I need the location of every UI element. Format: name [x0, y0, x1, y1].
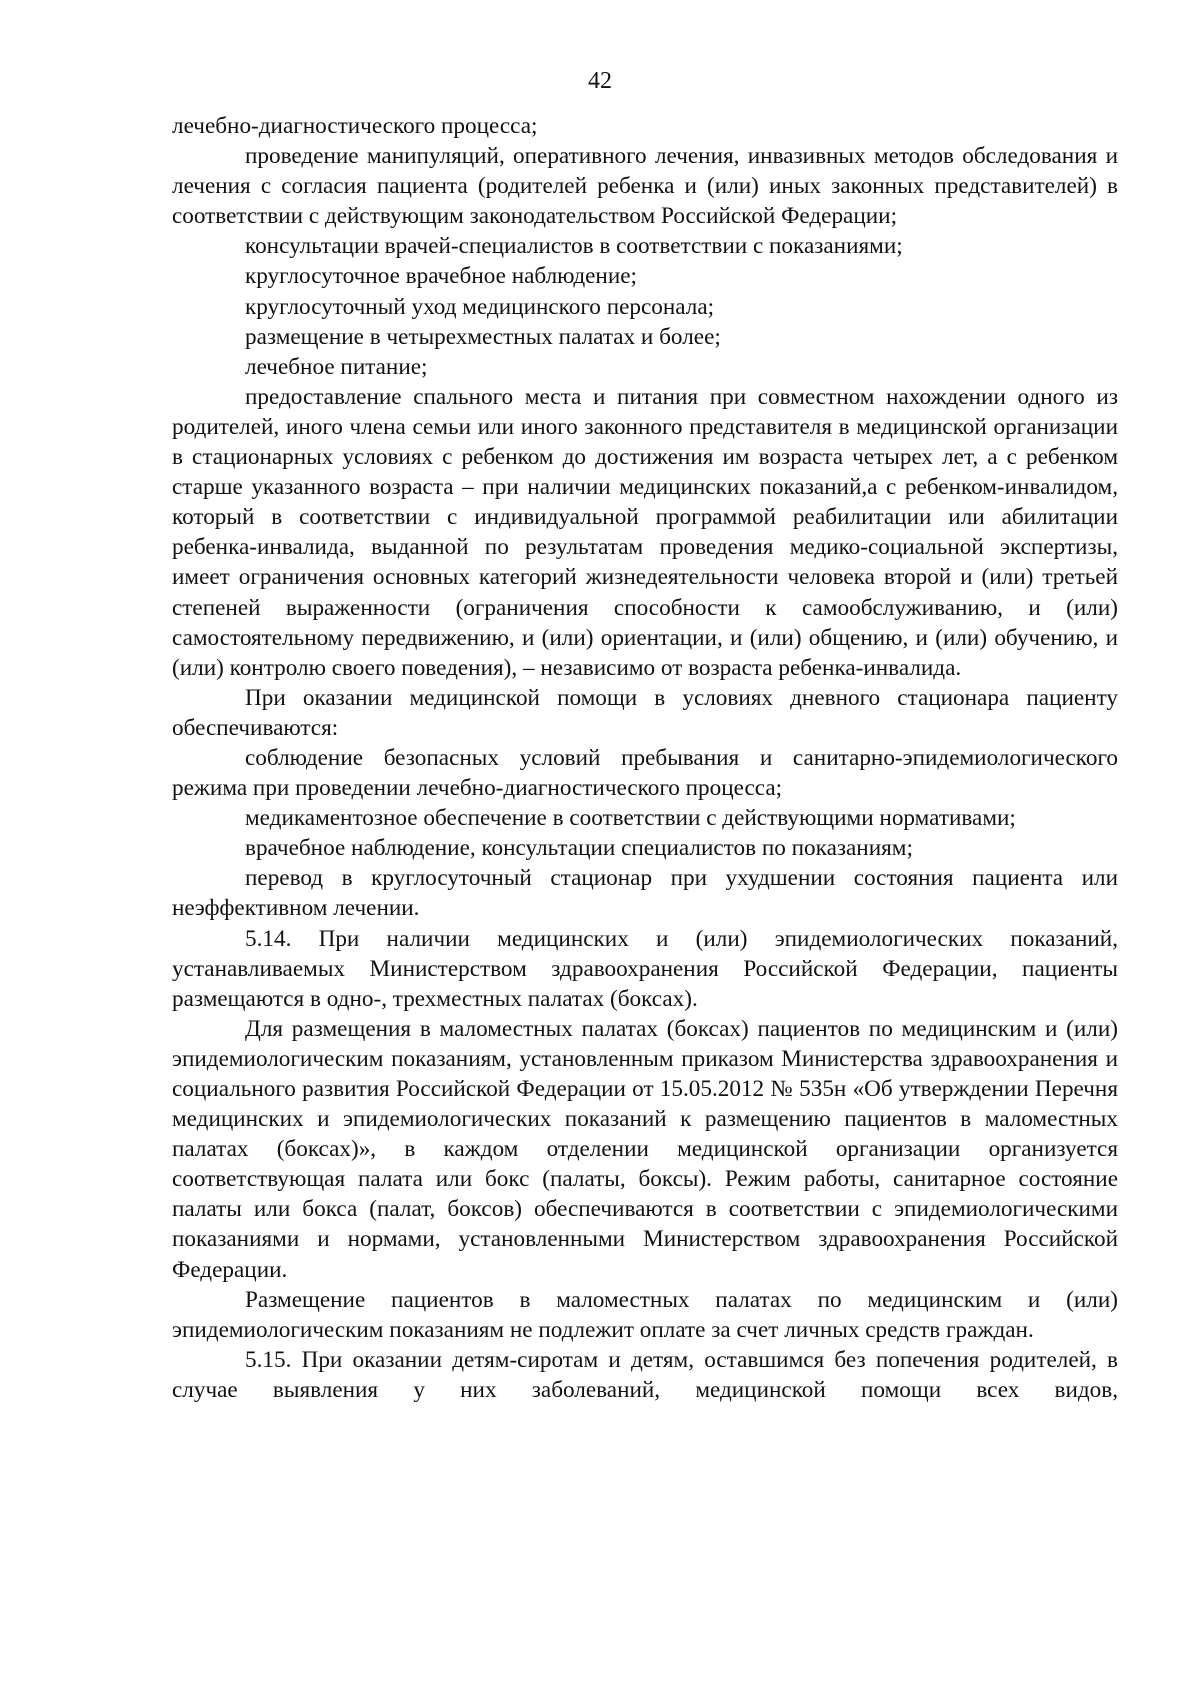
paragraph: размещение в четырехместных палатах и более; — [245, 323, 721, 350]
paragraph: медикаментозное обеспечение в соответствии с действующими нормативами; — [245, 805, 1016, 832]
paragraph: 5.14. При наличии медицинских и (или) эпидемиологических показаний, устанавливаемых Министерством здравоохранения Российской Федерации, пациенты размещаются в одно-, трехместных палатах (боксах). — [172, 925, 1118, 1012]
paragraph: предоставление спального места и питания при совместном нахождении одного из родителей, иного члена семьи или иного законного представителя в медицинской организации в стационарных условиях с ребенком до достижения им возраста четырех лет, а с ребенком старше указанного возраста – при наличии медицинских показаний,а с ребенком-инвалидом, который в соответствии с индивидуальной программой реабилитации или абилитации ребенка-инвалида, выданной по результатам проведения медико-социальной экспертизы, имеет ограничения основных категорий жизнедеятельности человека второй и (или) третьей степеней выраженности (ограничения способности к самообслуживанию, и (или) самостоятельному передвижению, и (или) ориентации, и (или) общению, и (или) обучению, и (или) контролю своего поведения), – независимо от возраста ребенка-инвалида. — [172, 383, 1118, 681]
page-number: 42 — [588, 68, 612, 94]
paragraph: Для размещения в маломестных палатах (боксах) пациентов по медицинским и (или) эпидемиологическим показаниям, установленным приказом Министерства здравоохранения и социального развития Российской Федерации от 15.05.2012 № 535н «Об утверждении Перечня медицинских и эпидемиологических показаний к размещению пациентов в маломестных палатах (боксах)», в каждом отделении медицинской организации организуется соответствующая палата или бокс (палаты, боксы). Режим работы, санитарное состояние палаты или бокса (палат, боксов) обеспечиваются в соответствии с эпидемиологическими показаниями и нормами, установленными Министерством здравоохранения Российской Федерации. — [172, 1015, 1118, 1283]
paragraph: перевод в круглосуточный стационар при ухудшении состояния пациента или неэффективном лечении. — [172, 865, 1118, 922]
paragraph: круглосуточный уход медицинского персонала; — [245, 293, 715, 320]
paragraph: проведение манипуляций, оперативного лечения, инвазивных методов обследования и лечения с согласия пациента (родителей ребенка и (или) иных законных представителей) в соответствии с действующим законодательством Российской Федерации; — [172, 143, 1118, 230]
paragraph: врачебное наблюдение, консультации специалистов по показаниям; — [245, 835, 913, 862]
paragraph: лечебное питание; — [245, 353, 428, 380]
paragraph: консультации врачей-специалистов в соответствии с показаниями; — [245, 233, 903, 260]
document-body — [172, 111, 1118, 1405]
paragraph: лечебно-диагностического процесса; — [172, 113, 538, 139]
paragraph: Размещение пациентов в маломестных палатах по медицинским и (или) эпидемиологическим показаниям не подлежит оплате за счет личных средств граждан. — [172, 1286, 1118, 1343]
paragraph: При оказании медицинской помощи в условиях дневного стационара пациенту обеспечиваются: — [172, 684, 1118, 741]
paragraph: соблюдение безопасных условий пребывания и санитарно-эпидемиологического режима при проведении лечебно-диагностического процесса; — [172, 744, 1118, 802]
paragraph: круглосуточное врачебное наблюдение; — [245, 263, 637, 290]
paragraph: 5.15. При оказании детям-сиротам и детям, оставшимся без попечения родителей, в случае выявления у них заболеваний, медицинской помощи всех видов, — [172, 1346, 1118, 1403]
